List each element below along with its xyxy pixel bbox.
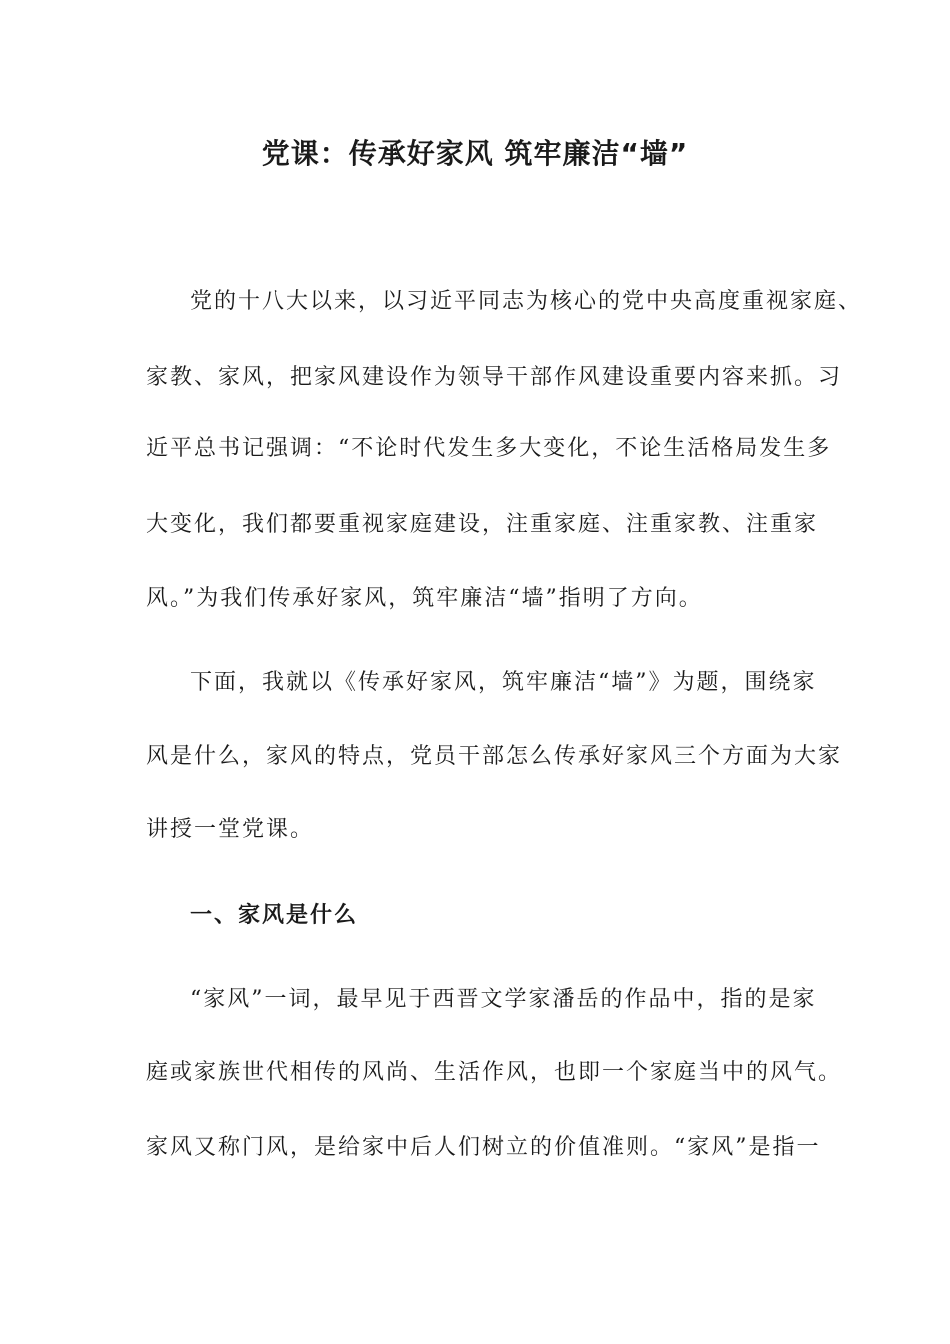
paragraph-2-line-1: 下面，我就以《传承好家风，筑牢廉洁“墙”》为题，围绕家 (190, 670, 817, 695)
paragraph-1-line-2: 家教、家风，把家风建设作为领导干部作风建设重要内容来抓。习 (146, 365, 843, 390)
paragraph-1-line-4: 大变化，我们都要重视家庭建设，注重家庭、注重家教、注重家 (146, 512, 819, 537)
document-title: 党课：传承好家风 筑牢廉洁“墙” (261, 137, 689, 170)
paragraph-1-line-3: 近平总书记强调：“不论时代发生多大变化，不论生活格局发生多 (146, 436, 832, 461)
paragraph-1-line-1: 党的十八大以来，以习近平同志为核心的党中央高度重视家庭、 (190, 289, 863, 314)
paragraph-2-line-3: 讲授一堂党课。 (146, 817, 315, 842)
paragraph-3-line-2: 庭或家族世代相传的风尚、生活作风，也即一个家庭当中的风气。 (146, 1060, 843, 1085)
paragraph-2-line-2: 风是什么，家风的特点，党员干部怎么传承好家风三个方面为大家 (146, 744, 843, 769)
paragraph-3-line-3: 家风又称门风，是给家中后人们树立的价值准则。“家风”是指一 (146, 1135, 821, 1160)
section-heading: 一、家风是什么 (190, 903, 359, 928)
paragraph-1-line-5: 风。”为我们传承好家风，筑牢廉洁“墙”指明了方向。 (146, 586, 703, 611)
paragraph-3-line-1: “家风”一词，最早见于西晋文学家潘岳的作品中，指的是家 (190, 987, 817, 1012)
